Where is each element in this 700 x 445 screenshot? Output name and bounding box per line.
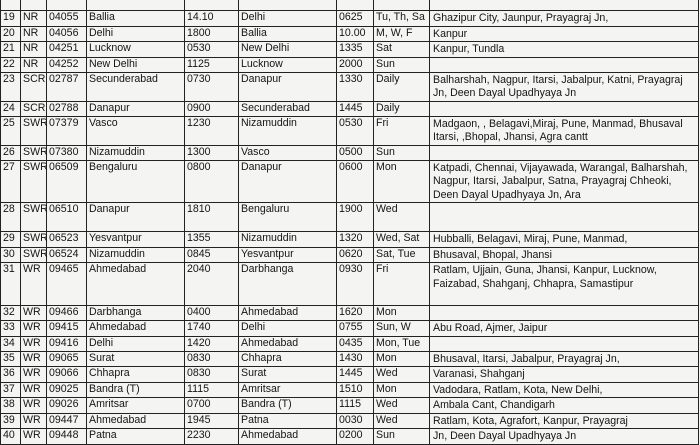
days-cell: Mon, Tue [374, 336, 430, 351]
days-cell: Sat, Tue [374, 247, 430, 263]
arrival-time-cell [337, 0, 374, 11]
from-station-cell: Bengaluru [87, 160, 185, 203]
arrival-time-cell: 2000 [337, 57, 374, 72]
to-station-cell: Yesvantpur [239, 247, 337, 263]
serial-no-cell: 20 [1, 26, 21, 42]
serial-no-cell: 23 [1, 72, 21, 101]
serial-no-cell: 39 [1, 413, 21, 429]
table-body [1, 0, 699, 444]
to-station-cell: Nizamuddin [239, 116, 337, 145]
from-station-cell: Amritsar [87, 398, 185, 414]
table-row [1, 11, 699, 27]
departure-time-cell: 0700 [185, 398, 239, 414]
serial-no-cell: 40 [1, 429, 21, 445]
table-row [1, 26, 699, 42]
train-number-cell: 04252 [47, 57, 87, 72]
serial-no-cell: 32 [1, 306, 21, 321]
serial-no-cell: 22 [1, 57, 21, 72]
serial-no-cell: 30 [1, 247, 21, 263]
from-station-cell: Secunderabad [87, 72, 185, 101]
serial-no-cell: 34 [1, 336, 21, 351]
serial-no-cell: 36 [1, 367, 21, 383]
days-cell: Wed, Sat [374, 232, 430, 248]
days-cell: Sun [374, 57, 430, 72]
from-station-cell [87, 0, 185, 11]
departure-time-cell: 0530 [185, 42, 239, 58]
via-stations-cell [430, 0, 699, 11]
days-cell: Mon [374, 351, 430, 367]
serial-no-cell: 31 [1, 263, 21, 306]
serial-no-cell: 28 [1, 203, 21, 232]
train-number-cell: 04055 [47, 11, 87, 27]
train-number-cell: 02787 [47, 72, 87, 101]
arrival-time-cell: 0530 [337, 116, 374, 145]
days-cell: Wed [374, 367, 430, 383]
to-station-cell: Chhapra [239, 351, 337, 367]
to-station-cell: New Delhi [239, 42, 337, 58]
days-cell: Mon [374, 306, 430, 321]
arrival-time-cell: 0755 [337, 321, 374, 337]
table-row [1, 398, 699, 414]
departure-time-cell: 1300 [185, 145, 239, 160]
via-stations-cell: Varanasi, Shahganj [430, 367, 699, 383]
arrival-time-cell: 0030 [337, 413, 374, 429]
via-stations-cell [430, 101, 699, 116]
zone-cell: SCR [21, 101, 47, 116]
zone-cell: NR [21, 42, 47, 58]
via-stations-cell: Kanpur, Tundla [430, 42, 699, 58]
via-stations-cell [430, 336, 699, 351]
train-number-cell: 09466 [47, 306, 87, 321]
serial-no-cell [1, 0, 21, 11]
departure-time-cell: 0400 [185, 306, 239, 321]
arrival-time-cell: 1445 [337, 367, 374, 383]
departure-time-cell: 0730 [185, 72, 239, 101]
departure-time-cell: 2040 [185, 263, 239, 306]
to-station-cell: Surat [239, 367, 337, 383]
serial-no-cell: 26 [1, 145, 21, 160]
zone-cell: SWR [21, 116, 47, 145]
serial-no-cell: 19 [1, 11, 21, 27]
table-row [1, 42, 699, 58]
zone-cell: WR [21, 351, 47, 367]
zone-cell: SWR [21, 247, 47, 263]
zone-cell: WR [21, 398, 47, 414]
from-station-cell: Chhapra [87, 367, 185, 383]
zone-cell: NR [21, 57, 47, 72]
days-cell: Sat [374, 42, 430, 58]
serial-no-cell: 25 [1, 116, 21, 145]
train-number-cell: 06523 [47, 232, 87, 248]
from-station-cell: Patna [87, 429, 185, 445]
from-station-cell: Ahmedabad [87, 321, 185, 337]
table-row [1, 306, 699, 321]
via-stations-cell: Hubballi, Belagavi, Miraj, Pune, Manmad, [430, 232, 699, 248]
table-row [1, 116, 699, 145]
days-cell: Daily [374, 101, 430, 116]
zone-cell: WR [21, 429, 47, 445]
arrival-time-cell: 0600 [337, 160, 374, 203]
to-station-cell: Ahmedabad [239, 336, 337, 351]
from-station-cell: Ballia [87, 11, 185, 27]
via-stations-cell: Ratlam, Kota, Agrafort, Kanpur, Prayagraj [430, 413, 699, 429]
serial-no-cell: 35 [1, 351, 21, 367]
arrival-time-cell: 1900 [337, 203, 374, 232]
table-row [1, 57, 699, 72]
train-number-cell: 09066 [47, 367, 87, 383]
from-station-cell: Nizamuddin [87, 145, 185, 160]
departure-time-cell: 0900 [185, 101, 239, 116]
to-station-cell: Nizamuddin [239, 232, 337, 248]
zone-cell: NR [21, 26, 47, 42]
days-cell: Mon [374, 382, 430, 398]
to-station-cell: Ahmedabad [239, 429, 337, 445]
days-cell: Mon [374, 160, 430, 203]
departure-time-cell: 0845 [185, 247, 239, 263]
via-stations-cell: Balharshah, Nagpur, Itarsi, Jabalpur, Katni, Prayagraj Jn, Deen Dayal Upadhyaya Jn [430, 72, 699, 101]
arrival-time-cell: 0500 [337, 145, 374, 160]
days-cell: Wed [374, 203, 430, 232]
train-number-cell: 09465 [47, 263, 87, 306]
departure-time-cell: 1800 [185, 26, 239, 42]
to-station-cell: Danapur [239, 160, 337, 203]
zone-cell: SCR [21, 72, 47, 101]
table-row [1, 351, 699, 367]
serial-no-cell: 21 [1, 42, 21, 58]
from-station-cell: Lucknow [87, 42, 185, 58]
table-row [1, 263, 699, 306]
arrival-time-cell: 10.00 [337, 26, 374, 42]
from-station-cell: Nizamuddin [87, 247, 185, 263]
from-station-cell: Delhi [87, 336, 185, 351]
via-stations-cell: Ratlam, Ujjain, Guna, Jhansi, Kanpur, Lucknow, Faizabad, Shahganj, Chhapra, Samastipur [430, 263, 699, 306]
departure-time-cell: 1420 [185, 336, 239, 351]
zone-cell: SWR [21, 203, 47, 232]
table-row [1, 382, 699, 398]
train-number-cell: 07379 [47, 116, 87, 145]
table-row [1, 336, 699, 351]
via-stations-cell [430, 57, 699, 72]
from-station-cell: New Delhi [87, 57, 185, 72]
days-cell: Wed [374, 398, 430, 414]
from-station-cell: Danapur [87, 101, 185, 116]
arrival-time-cell: 0625 [337, 11, 374, 27]
table-row [1, 413, 699, 429]
days-cell: M, W, F [374, 26, 430, 42]
serial-no-cell: 33 [1, 321, 21, 337]
via-stations-cell [430, 306, 699, 321]
serial-no-cell: 24 [1, 101, 21, 116]
to-station-cell: Ballia [239, 26, 337, 42]
days-cell: Fri [374, 116, 430, 145]
table-row [1, 72, 699, 101]
arrival-time-cell: 1510 [337, 382, 374, 398]
from-station-cell: Ahmedabad [87, 263, 185, 306]
serial-no-cell: 29 [1, 232, 21, 248]
table-row [1, 160, 699, 203]
train-number-cell: 09415 [47, 321, 87, 337]
via-stations-cell: Ghazipur City, Jaunpur, Prayagraj Jn, [430, 11, 699, 27]
zone-cell: SWR [21, 145, 47, 160]
to-station-cell: Darbhanga [239, 263, 337, 306]
table-row [1, 232, 699, 248]
days-cell: Fri [374, 263, 430, 306]
via-stations-cell: Bhusaval, Bhopal, Jhansi [430, 247, 699, 263]
table-row [1, 321, 699, 337]
days-cell [374, 0, 430, 11]
train-number-cell: 09447 [47, 413, 87, 429]
departure-time-cell: 1115 [185, 382, 239, 398]
train-number-cell: 07380 [47, 145, 87, 160]
arrival-time-cell: 1320 [337, 232, 374, 248]
zone-cell: WR [21, 321, 47, 337]
zone-cell: SWR [21, 160, 47, 203]
arrival-time-cell: 1330 [337, 72, 374, 101]
zone-cell: WR [21, 413, 47, 429]
departure-time-cell: 1740 [185, 321, 239, 337]
departure-time-cell: 1125 [185, 57, 239, 72]
zone-cell: WR [21, 306, 47, 321]
to-station-cell: Bandra (T) [239, 398, 337, 414]
zone-cell: WR [21, 263, 47, 306]
train-number-cell: 09448 [47, 429, 87, 445]
from-station-cell: Delhi [87, 26, 185, 42]
from-station-cell: Ahmedabad [87, 413, 185, 429]
train-number-cell: 02788 [47, 101, 87, 116]
arrival-time-cell: 1115 [337, 398, 374, 414]
train-number-cell: 06524 [47, 247, 87, 263]
from-station-cell: Vasco [87, 116, 185, 145]
arrival-time-cell: 1335 [337, 42, 374, 58]
serial-no-cell: 37 [1, 382, 21, 398]
via-stations-cell: Katpadi, Chennai, Vijayawada, Warangal, Balharshah, Nagpur, Itarsi, Jabalpur, Satna, Prayagraj Chheoki, Deen Dayal Upadhyaya Jn, Ara [430, 160, 699, 203]
departure-time-cell: 1810 [185, 203, 239, 232]
table-row [1, 429, 699, 445]
from-station-cell: Darbhanga [87, 306, 185, 321]
table-row [1, 247, 699, 263]
from-station-cell: Surat [87, 351, 185, 367]
train-number-cell: 06509 [47, 160, 87, 203]
zone-cell: SWR [21, 232, 47, 248]
to-station-cell: Amritsar [239, 382, 337, 398]
departure-time-cell: 1945 [185, 413, 239, 429]
departure-time-cell: 1230 [185, 116, 239, 145]
table-row [1, 145, 699, 160]
zone-cell [21, 0, 47, 11]
via-stations-cell [430, 203, 699, 232]
via-stations-cell: Vadodara, Ratlam, Kota, New Delhi, [430, 382, 699, 398]
from-station-cell: Danapur [87, 203, 185, 232]
from-station-cell: Bandra (T) [87, 382, 185, 398]
arrival-time-cell: 1445 [337, 101, 374, 116]
to-station-cell: Danapur [239, 72, 337, 101]
via-stations-cell: Jn, Deen Dayal Upadhyaya Jn [430, 429, 699, 445]
days-cell: Daily [374, 72, 430, 101]
table-row [1, 101, 699, 116]
departure-time-cell: 14.10 [185, 11, 239, 27]
via-stations-cell: Bhusaval, Itarsi, Jabalpur, Prayagraj Jn, [430, 351, 699, 367]
train-number-cell: 09025 [47, 382, 87, 398]
departure-time-cell: 1355 [185, 232, 239, 248]
departure-time-cell [185, 0, 239, 11]
days-cell: Sun [374, 145, 430, 160]
to-station-cell: Lucknow [239, 57, 337, 72]
via-stations-cell: Ambala Cant, Chandigarh [430, 398, 699, 414]
days-cell: Tu, Th, Sa [374, 11, 430, 27]
serial-no-cell: 27 [1, 160, 21, 203]
table-row [1, 367, 699, 383]
days-cell: Sun, W [374, 321, 430, 337]
departure-time-cell: 2230 [185, 429, 239, 445]
via-stations-cell: Kanpur [430, 26, 699, 42]
via-stations-cell: Abu Road, Ajmer, Jaipur [430, 321, 699, 337]
via-stations-cell [430, 145, 699, 160]
to-station-cell: Delhi [239, 11, 337, 27]
zone-cell: WR [21, 382, 47, 398]
table-row [1, 0, 699, 11]
table-row [1, 203, 699, 232]
days-cell: Wed [374, 413, 430, 429]
to-station-cell: Patna [239, 413, 337, 429]
to-station-cell [239, 0, 337, 11]
arrival-time-cell: 0435 [337, 336, 374, 351]
train-number-cell: 04056 [47, 26, 87, 42]
train-number-cell: 04251 [47, 42, 87, 58]
days-cell: Sun [374, 429, 430, 445]
serial-no-cell: 38 [1, 398, 21, 414]
arrival-time-cell: 1430 [337, 351, 374, 367]
train-number-cell: 09416 [47, 336, 87, 351]
train-number-cell: 09065 [47, 351, 87, 367]
to-station-cell: Delhi [239, 321, 337, 337]
to-station-cell: Bengaluru [239, 203, 337, 232]
to-station-cell: Vasco [239, 145, 337, 160]
train-number-cell [47, 0, 87, 11]
train-number-cell: 09026 [47, 398, 87, 414]
arrival-time-cell: 0200 [337, 429, 374, 445]
zone-cell: WR [21, 336, 47, 351]
zone-cell: WR [21, 367, 47, 383]
arrival-time-cell: 0930 [337, 263, 374, 306]
departure-time-cell: 0800 [185, 160, 239, 203]
from-station-cell: Yesvantpur [87, 232, 185, 248]
arrival-time-cell: 1620 [337, 306, 374, 321]
to-station-cell: Secunderabad [239, 101, 337, 116]
departure-time-cell: 0830 [185, 367, 239, 383]
zone-cell: NR [21, 11, 47, 27]
via-stations-cell: Madgaon, , Belagavi,Miraj, Pune, Manmad, Bhusaval Itarsi, ,Bhopal, Jhansi, Agra cantt [430, 116, 699, 145]
departure-time-cell: 0830 [185, 351, 239, 367]
arrival-time-cell: 0620 [337, 247, 374, 263]
to-station-cell: Ahmedabad [239, 306, 337, 321]
train-number-cell: 06510 [47, 203, 87, 232]
